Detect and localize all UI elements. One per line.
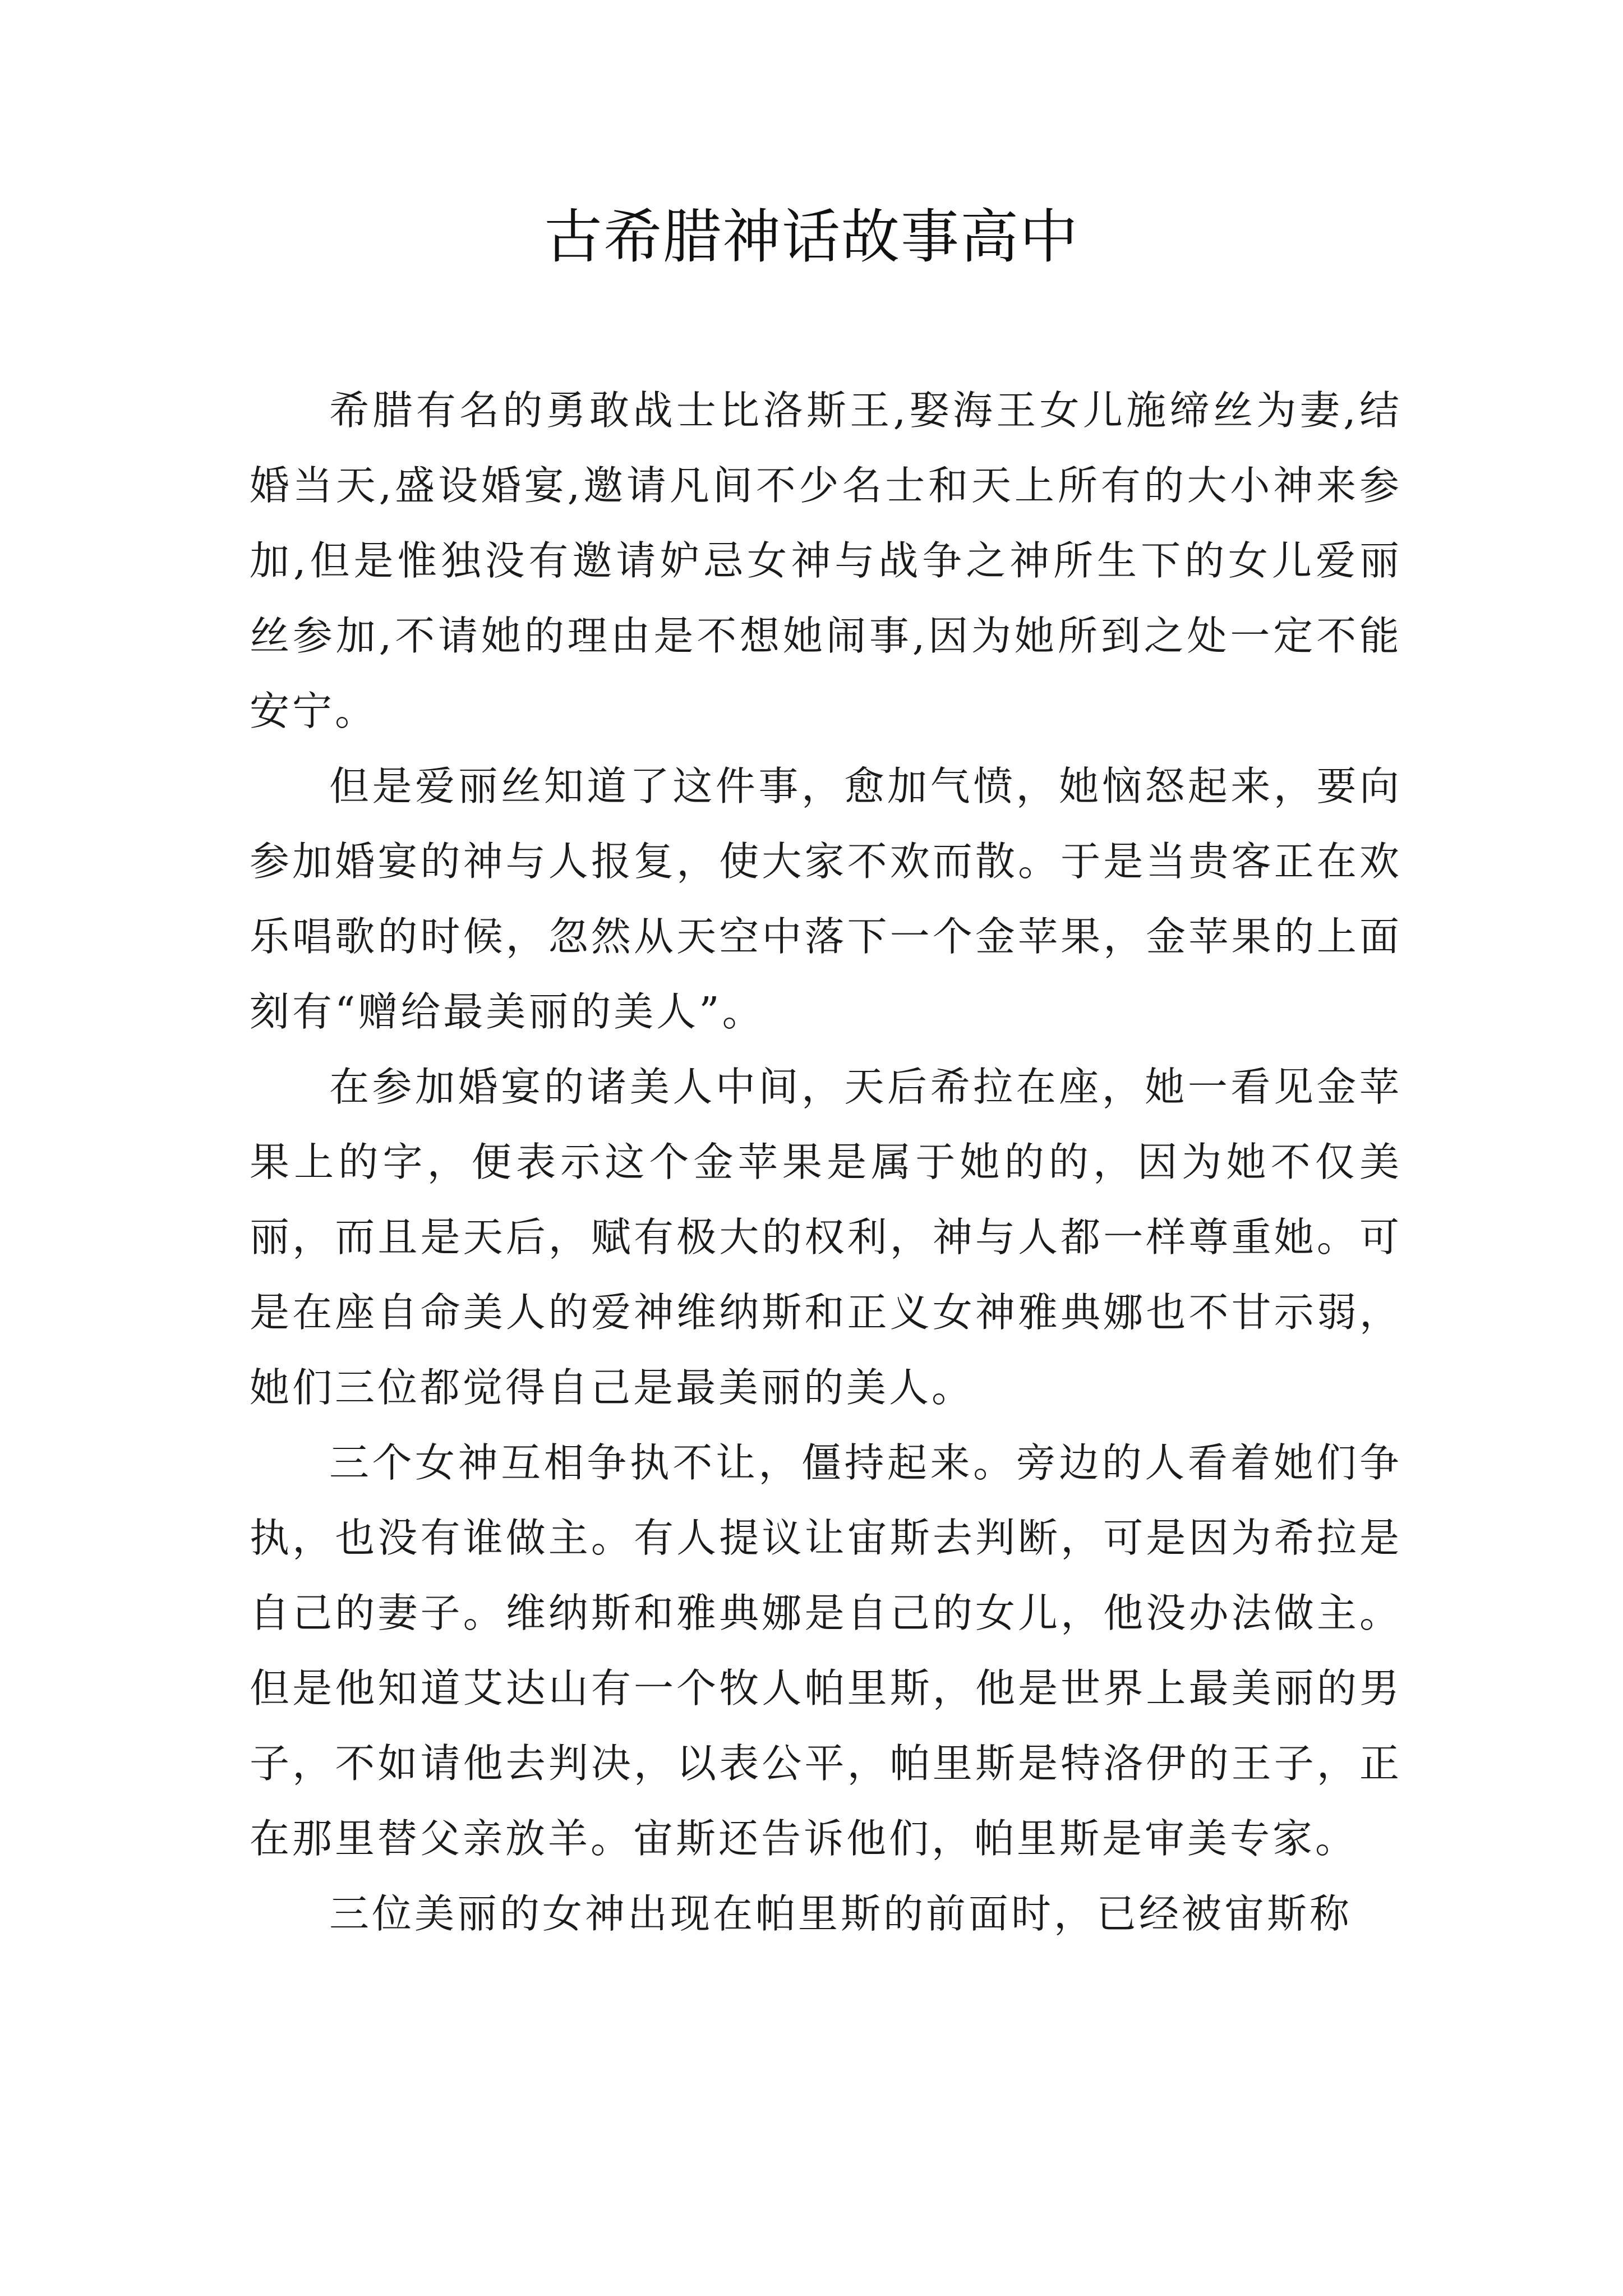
paragraph: 三位美丽的女神出现在帕里斯的前面时，已经被宙斯称 bbox=[329, 1890, 1353, 1937]
paragraph: 但是爱丽丝知道了这件事，愈加气愤，她恼怒起来，要向参加婚宴的神与人报复，使大家不欢而散。于是当贵客正在欢乐唱歌的时候，忽然从天空中落下一个金苹果，金苹果的上面刻有“赠给最美丽的美人”。 bbox=[250, 763, 1402, 1035]
paragraph: 三个女神互相争执不让，僵持起来。旁边的人看着她们争执，也没有谁做主。有人提议让宙斯去判断，可是因为希拉是自己的妻子。维纳斯和雅典娜是自己的女儿，他没办法做主。但是他知道艾达山有一个牧人帕里斯，他是世界上最美丽的男子，不如请他去判决，以表公平，帕里斯是特洛伊的王子，正在那里替父亲放羊。宙斯还告诉他们，帕里斯是审美专家。 bbox=[250, 1439, 1402, 1862]
document-body bbox=[250, 373, 1402, 1952]
paragraph: 希腊有名的勇敢战士比洛斯王,娶海王女儿施缔丝为妻,结婚当天,盛设婚宴,邀请凡间不少名士和天上所有的大小神来参加,但是惟独没有邀请妒忌女神与战争之神所生下的女儿爱丽丝参加,不请她的理由是不想她闹事,因为她所到之处一定不能安宁。 bbox=[250, 387, 1402, 734]
paragraph: 在参加婚宴的诸美人中间，天后希拉在座，她一看见金苹果上的字，便表示这个金苹果是属于她的的，因为她不仅美丽，而且是天后，赋有极大的权利，神与人都一样尊重她。可是在座自命美人的爱神维纳斯和正义女神雅典娜也不甘示弱，她们三位都觉得自己是最美丽的美人。 bbox=[250, 1064, 1402, 1411]
document-title: 古希腊神话故事高中 bbox=[543, 203, 1079, 271]
